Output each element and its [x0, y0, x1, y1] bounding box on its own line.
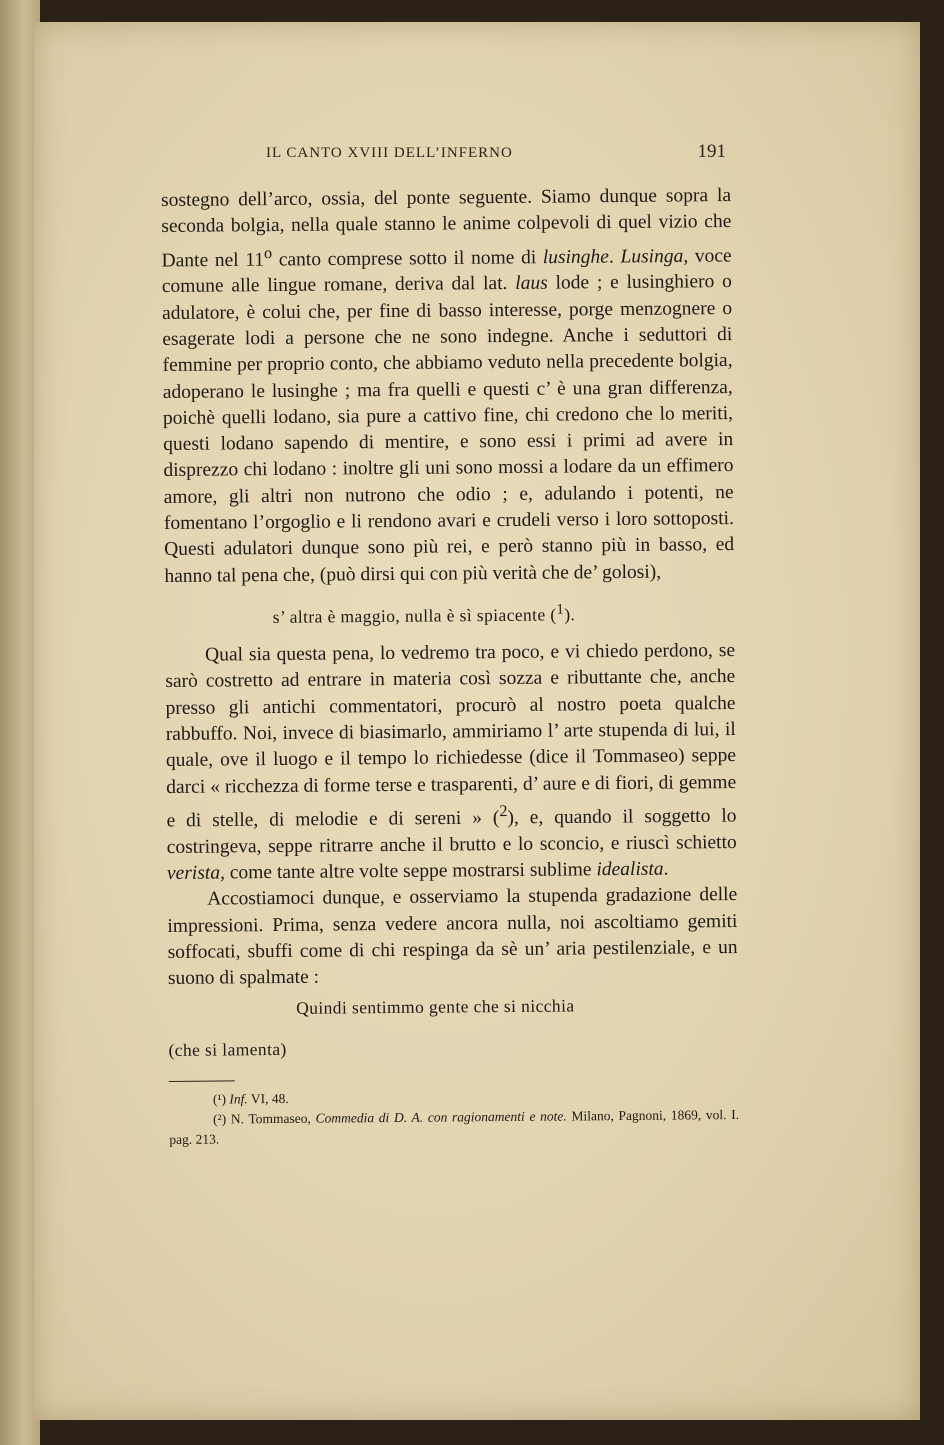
paragraph-2-text-b: ), e, quando il soggetto lo costringeva, seppe ritrarre anche il brutto e lo sconcio, e riuscì schietto — [166, 805, 737, 858]
verse-quote-1 — [165, 595, 735, 631]
verse-gloss: (che si lamenta) — [168, 1038, 287, 1060]
footnote-ref-1: 1 — [556, 601, 565, 618]
italic-lusinghe: lusinghe — [542, 246, 610, 268]
footnote-2-author: N. Tommaseo, — [226, 1110, 316, 1127]
footnote-2 — [169, 1105, 739, 1150]
running-title: IL CANTO XVIII DELL’INFERNO — [266, 145, 513, 161]
italic-lusinga: Lusinga, — [620, 245, 689, 268]
paragraph-1 — [161, 183, 734, 590]
italic-idealista: idealista — [596, 858, 664, 881]
paragraph-1-text-d: . — [608, 246, 621, 268]
verse-quote-2: Quindi sentimmo gente che si nicchia — [296, 995, 575, 1019]
page-header — [266, 141, 726, 171]
paragraph-3: Accostiamoci dunque, e osserviamo la stupenda gradazione delle impressioni. Prima, senza vedere ancora nulla, noi ascoltiamo gemiti soffocati, sbuffi come di chi respinga da sè un’ aria pestilenziale, e un suono di spalmate : — [167, 884, 738, 990]
footnote-divider — [169, 1080, 235, 1082]
paragraph-1-text-a: sostegno dell’arco, ossia, del ponte seguente. Siamo dunque sopra la seconda bolgia, nella quale stanno le anime colpevoli di quel vizio che Dante nel 11 — [161, 185, 732, 272]
paragraph-1-text-b: canto comprese sotto il nome di — [272, 246, 543, 271]
verse-1-text: s’ altra è maggio, nulla è sì spiacente ( — [272, 604, 557, 627]
footnote-ref-2: 2 — [499, 801, 508, 820]
body-text — [161, 183, 739, 1150]
italic-laus: laus — [515, 273, 548, 295]
paragraph-2-text-a: Qual sia questa pena, lo vedremo tra poco, e vi chiedo perdono, se sarò costretto ad entrare in materia così sozza e ributtante che, anche presso gli antichi commentatori, procurò al nostro poeta qualche rabbuffo. Noi, invece di biasimarlo, ammiriamo l’ arte stupenda di lui, il quale, ove il luogo e il tempo lo richiedesse (dice il Tommaseo) seppe darci « ricchezza di forme terse e trasparenti, d’ aure e di fiori, di gemme e di stelle, di melodie e di sereni » ( — [165, 640, 737, 832]
footnote-1-mark: (¹) — [212, 1091, 227, 1107]
paragraph-2-text-f: . — [663, 858, 669, 880]
footnote-1-text: VI, 48. — [247, 1090, 289, 1107]
paragraph-1-text-h: lode ; e lusinghiero o adulatore, è colui che, per fine di basso interesse, porge menzognere o esagerate lodi a persone che ne sono indegne. Anche i seduttori di femmine per proprio conto, che abbiamo veduto nella precedente bolgia, adoperano le lusinghe ; ma fra quelli e questi c’ è una gran differenza, poichè quelli lodano, sia pure a cattivo fine, chi credono che lo meriti, questi lodano sapendo di mentire, e sono essi i primi ad avere in disprezzo chi lodano : inoltre gli uni sono mossi a lodare da un effimero amore, gli altri non nutrono che odio ; e, adulando i potenti, ne fomentano l’orgoglio e li rendono avari e crudeli verso i loro sottoposti. Questi adulatori dunque sono più rei, e però stanno più in basso, ed hanno tal pena che, (può dirsi qui con più verità che de’ golosi), — [162, 271, 735, 587]
footnote-2-mark: (²) — [213, 1111, 227, 1127]
footnote-2-publisher: Milano, Pagnoni, 1869, vol. I. pag. 213. — [169, 1107, 740, 1147]
page-number: 191 — [697, 141, 726, 162]
paragraph-2 — [165, 638, 737, 887]
ordinal-superscript: o — [263, 243, 273, 262]
verse-1-end: ). — [564, 604, 576, 625]
footnote-1-italic: Inf. — [229, 1091, 248, 1107]
paragraph-2-text-d: come tante altre volte seppe mostrarsi sublime — [224, 859, 597, 884]
italic-verista: verista, — [166, 862, 226, 884]
footnote-2-title: Commedia di D. A. con ragionamenti e note. — [315, 1108, 567, 1126]
paragraph-1-text-f: voce comune alle lingue romane, deriva dal lat. — [161, 245, 732, 298]
